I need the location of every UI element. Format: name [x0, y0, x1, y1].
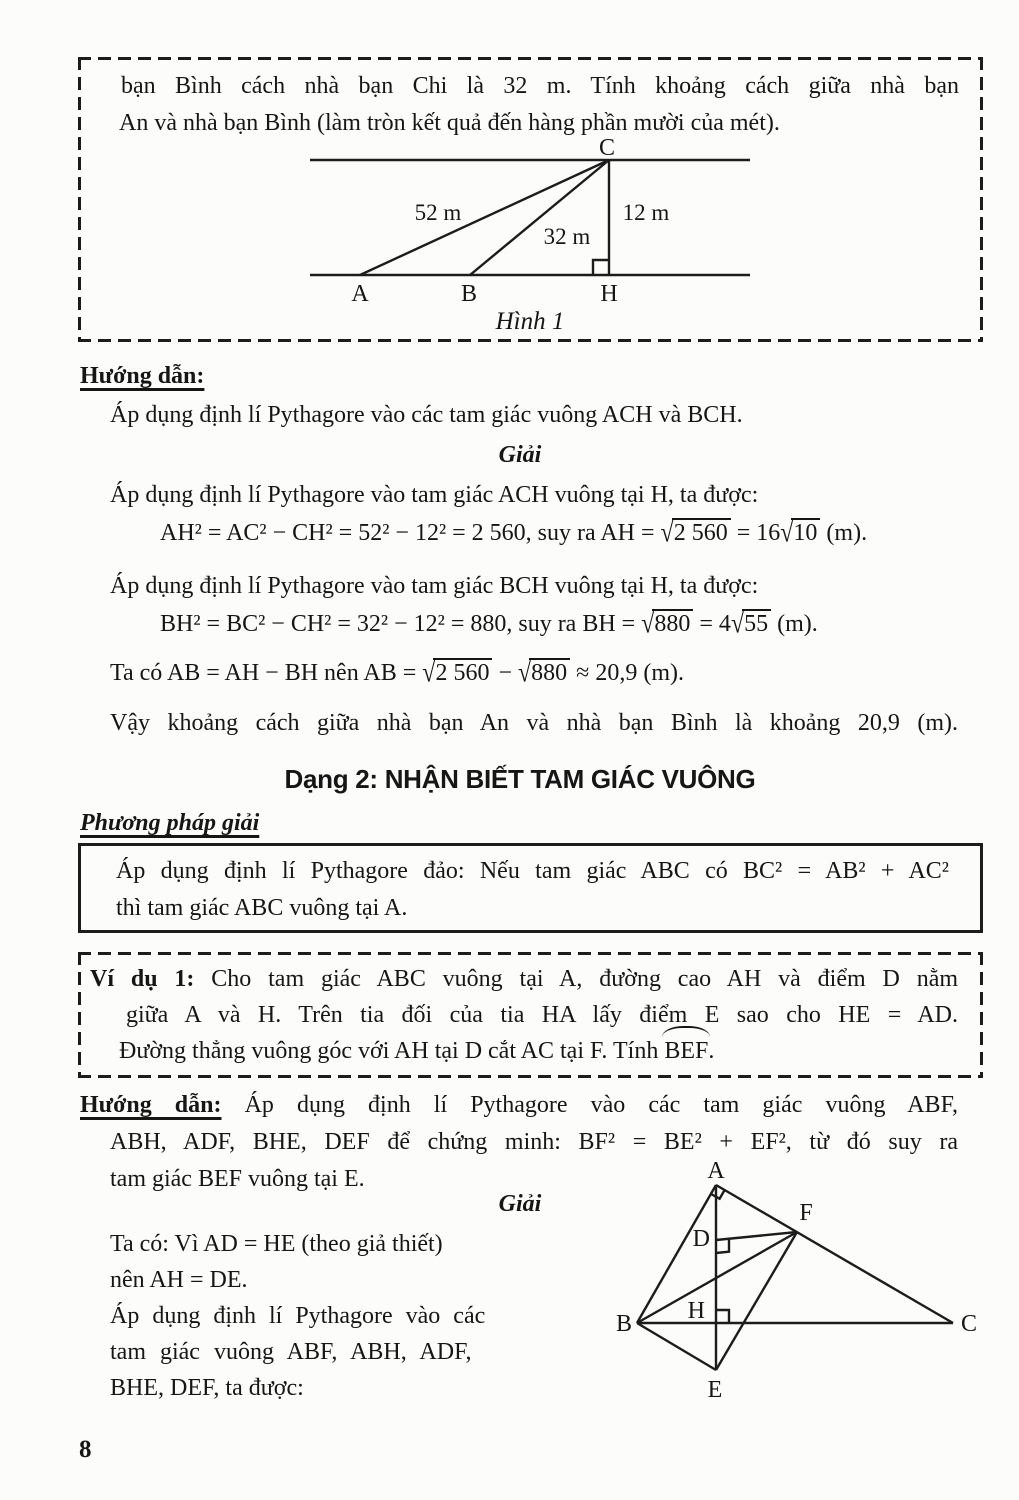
figure1-svg	[280, 139, 780, 339]
method-line1: Áp dụng định lí Pythagore đảo: Nếu tam giác ABC có BC² = AB² + AC²	[116, 858, 949, 884]
problem-statement-box	[78, 57, 983, 342]
example1-line3	[119, 1033, 964, 1069]
problem-text-line1: bạn Bình cách nhà bạn Chi là 32 m. Tính khoảng cách giữa nhà bạn	[121, 73, 959, 99]
box-border-top	[78, 952, 983, 955]
example1-label: Ví dụ 1:	[90, 966, 195, 992]
solution1-math3: Ta có AB = AH − BH nên AB = √ 2 560 − √ 880 ≈ 20,9 (m).	[110, 651, 684, 695]
fig1-label-H: H	[600, 281, 618, 307]
solution2-line5: BHE, DEF, ta được:	[110, 1375, 304, 1401]
fig2-label-C: C	[961, 1311, 978, 1337]
method-line2: thì tam giác ABC vuông tại A.	[116, 895, 408, 921]
example1-line1	[90, 961, 958, 997]
sqrt-expression: √ 2 560	[661, 511, 731, 555]
box-border-top	[78, 57, 983, 60]
sqrt-expression: √ 880	[641, 602, 693, 646]
example1-line3-after: .	[708, 1038, 715, 1064]
solution1-math1: AH² = AC² − CH² = 52² − 12² = 2 560, suy ra AH = √ 2 560 = 16 √ 10 (m).	[160, 511, 867, 555]
solution1-label: Giải	[498, 442, 542, 468]
fig1-length-CA: 52 m	[414, 200, 462, 225]
fig2-label-B: B	[615, 1311, 632, 1337]
fig1-right-angle-H	[593, 260, 609, 275]
solution2-label: Giải	[498, 1191, 542, 1217]
sqrt-expression: √ 55	[731, 602, 771, 646]
page-number: 8	[79, 1436, 92, 1463]
solution1-step2: Áp dụng định lí Pythagore vào tam giác BCH vuông tại H, ta được:	[110, 573, 759, 599]
figure2-svg	[600, 1150, 1019, 1410]
guide2-heading: Hướng dẫn:	[80, 1092, 222, 1118]
fig2-label-F: F	[799, 1200, 813, 1226]
method-label: Phương pháp giải	[80, 810, 260, 836]
solution1-math2: BH² = BC² − CH² = 32² − 12² = 880, suy ra BH = √ 880 = 4 √ 55 (m).	[160, 602, 818, 646]
section2-heading: Dạng 2: NHẬN BIẾT TAM GIÁC VUÔNG	[284, 764, 756, 794]
fig1-length-CB: 32 m	[543, 224, 591, 249]
guide2-line1-rest: Áp dụng định lí Pythagore vào các tam giác vuông ABF,	[244, 1092, 958, 1118]
guide2-line3: tam giác BEF vuông tại E.	[110, 1166, 365, 1192]
example1-line3-before: Đường thẳng vuông góc với AH tại D cắt AC tại F. Tính	[119, 1038, 665, 1064]
box-border-bottom	[78, 1075, 983, 1078]
solution2-line2: nên AH = DE.	[110, 1267, 248, 1293]
fig2-label-A: A	[707, 1158, 725, 1184]
problem-text-line2: An và nhà bạn Bình (làm tròn kết quả đến hàng phần mười của mét).	[119, 110, 780, 136]
box-border-right	[980, 57, 983, 342]
fig1-label-C: C	[598, 139, 616, 161]
box-border-right	[980, 952, 983, 1078]
guide2-line2: ABH, ADF, BHE, DEF để chứng minh: BF² = BE² + EF², từ đó suy ra	[110, 1129, 958, 1155]
solution2-line3: Áp dụng định lí Pythagore vào các	[110, 1303, 486, 1329]
fig1-caption: Hình 1	[495, 308, 565, 335]
fig2-segment-AC	[716, 1185, 953, 1323]
box-border-left	[78, 952, 81, 1078]
method-box	[78, 843, 983, 933]
guide1-heading: Hướng dẫn:	[80, 363, 205, 389]
solution1-conclusion: Vậy khoảng cách giữa nhà bạn An và nhà bạn Bình là khoảng 20,9 (m).	[110, 710, 958, 736]
example1-line2: giữa A và H. Trên tia đối của tia HA lấy điểm E sao cho HE = AD.	[126, 1002, 958, 1028]
sqrt-expression: √ 2 560	[422, 651, 492, 695]
fig2-label-H: H	[687, 1298, 705, 1324]
solution1-step1: Áp dụng định lí Pythagore vào tam giác ACH vuông tại H, ta được:	[110, 482, 759, 508]
box-border-left	[78, 57, 81, 342]
fig2-right-angle-H	[716, 1310, 729, 1323]
fig1-segment-CA	[360, 160, 609, 275]
example1-box	[78, 952, 983, 1078]
fig1-length-CH: 12 m	[622, 200, 670, 225]
example1-line1-rest: Cho tam giác ABC vuông tại A, đường cao AH và điểm D nằm	[211, 966, 959, 992]
solution2-line4: tam giác vuông ABF, ABH, ADF,	[110, 1339, 472, 1365]
box-border-bottom	[78, 339, 983, 342]
sqrt-expression: √ 10	[780, 511, 820, 555]
fig1-segment-CB	[470, 160, 609, 275]
sqrt-expression: √ 880	[518, 651, 570, 695]
fig1-label-A: A	[351, 281, 369, 307]
guide1-text: Áp dụng định lí Pythagore vào các tam giác vuông ACH và BCH.	[110, 402, 743, 428]
guide2-line1	[80, 1087, 958, 1123]
fig2-label-E: E	[707, 1377, 723, 1403]
guide2-paragraph	[80, 1087, 958, 1192]
solution2-line1: Ta có: Vì AD = HE (theo giả thiết)	[110, 1231, 443, 1257]
angle-BEF: BEF	[664, 1033, 708, 1069]
fig2-label-D: D	[692, 1226, 710, 1252]
fig2-segment-BE	[637, 1323, 716, 1370]
fig1-label-B: B	[460, 281, 478, 307]
